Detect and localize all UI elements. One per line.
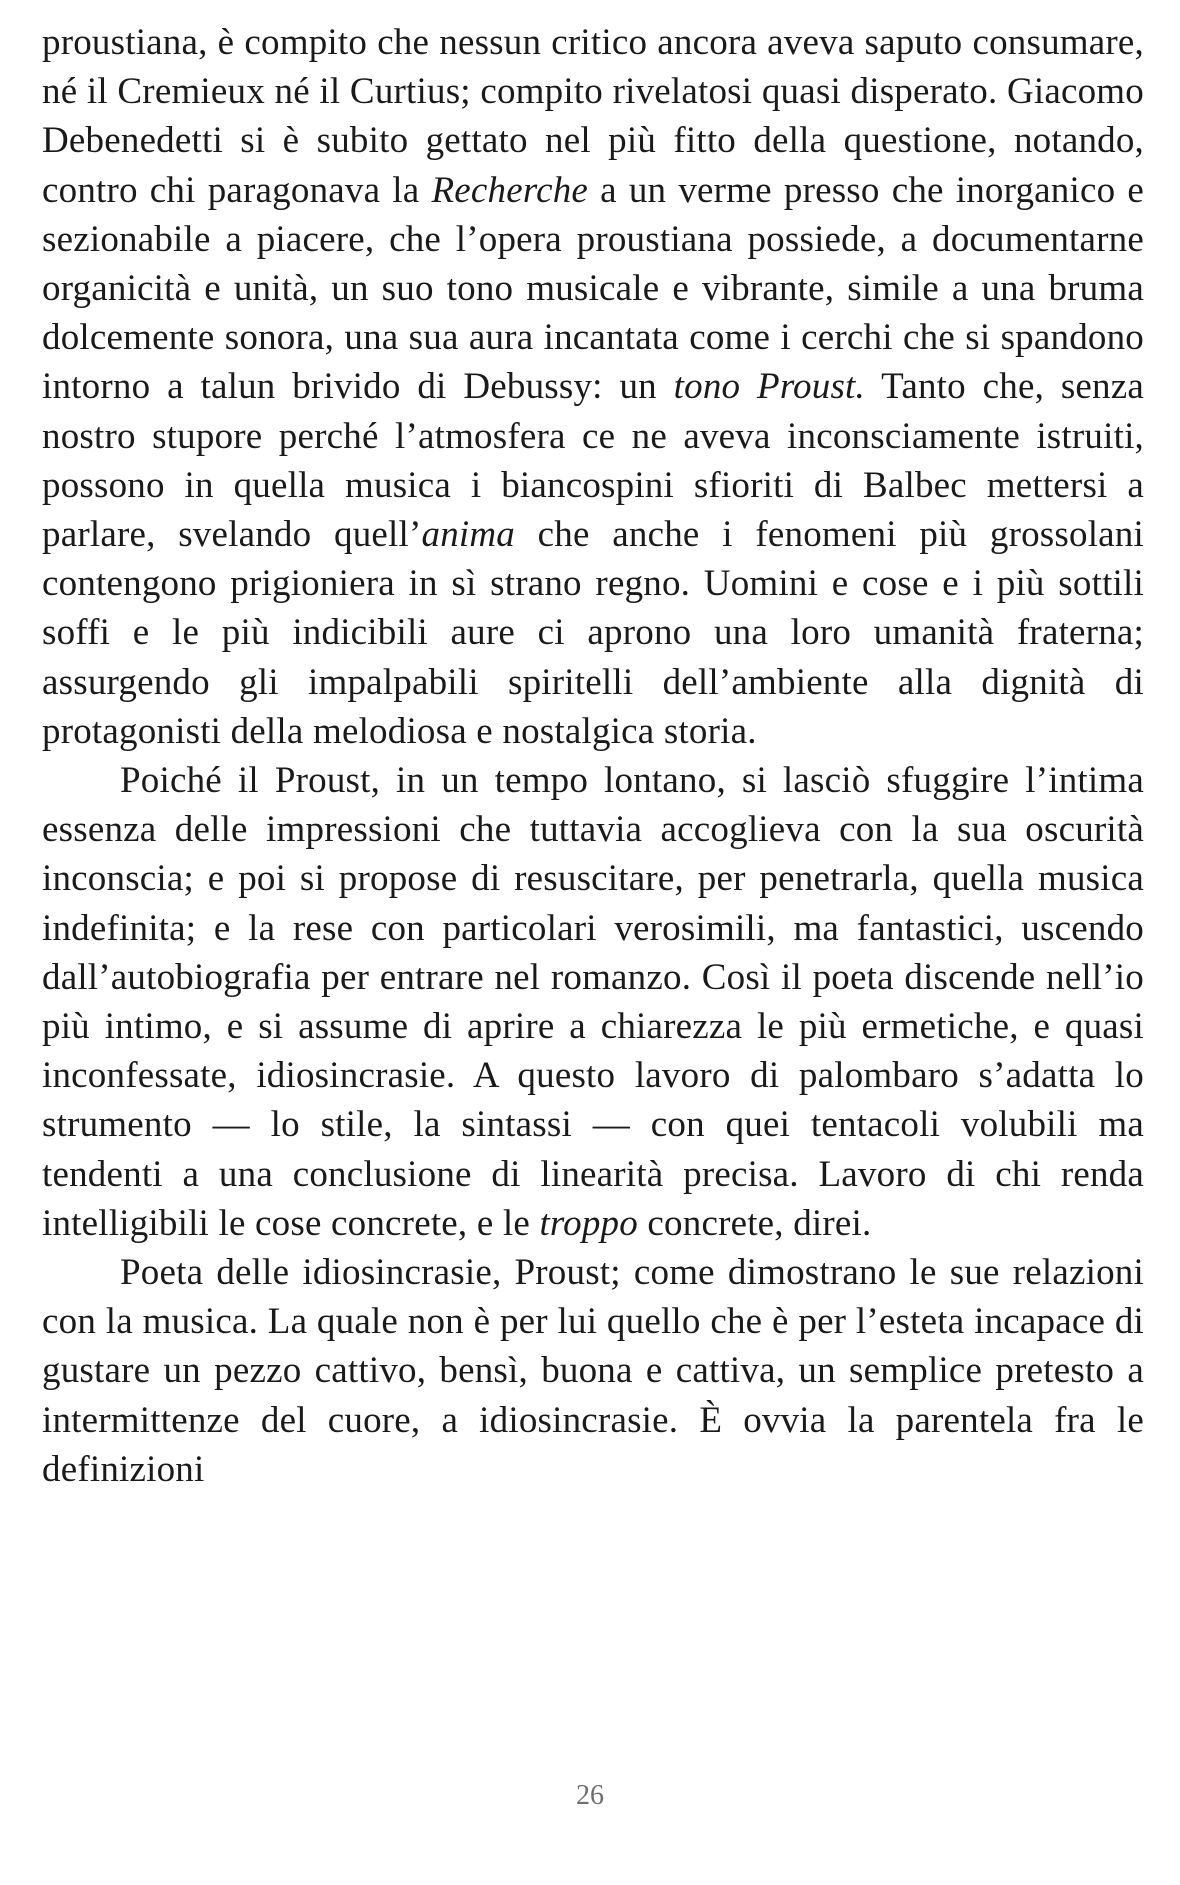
text-run: Tanto che, senza nostro stupore perché l’atmosfera ce ne aveva inconsciamente istruiti, possono in quella musica i biancospini sfioriti di Balbec mettersi a parlare, svelando quell’ (42, 366, 1145, 556)
italic-text: troppo (539, 1202, 638, 1244)
paragraph (42, 18, 1144, 756)
body-text (42, 18, 1144, 1494)
paragraph (42, 756, 1144, 1248)
text-run: Poiché il Proust, in un tempo lontano, si lasciò sfuggire l’intima essenza delle impressioni che tuttavia accoglieva con la sua oscurità inconscia; e poi si propose di resuscitare, per penetrarla, quella musica indefinita; e la rese con particolari verosimili, ma fantastici, uscendo dall’autobiografia per entrare nel romanzo. Così il poeta discende nell’io più intimo, e si assume di aprire a chiarezza le più ermetiche, e quasi inconfessate, idiosincrasie. A questo lavoro di palombaro s’adatta lo strumento — lo stile, la sintassi — con quei tentacoli volubili ma tendenti a una conclusione di linearità precisa. Lavoro di chi renda intelligibili le cose concrete, e le (42, 760, 1144, 1244)
text-run: concrete, direi. (637, 1202, 872, 1244)
italic-text: Recherche (431, 169, 589, 211)
italic-text: anima (421, 514, 515, 556)
text-run: a un verme presso che inorganico e sezionabile a piacere, che l’opera proustiana possiede, a documentarne organicità e unità, un suo tono musicale e vibrante, simile a una bruma dolcemente sonora, una sua aura incantata come i cerchi che si spandono intorno a talun brivido di Debussy: un (42, 169, 1144, 408)
paragraph (42, 1248, 1144, 1494)
text-run: Poeta delle idiosincrasie, Proust; come dimostrano le sue relazioni con la musica. La quale non è per lui quello che è per l’esteta incapace di gustare un pezzo cattivo, bensì, buona e cattiva, un semplice pretesto a intermittenze del cuore, a idiosincrasie. È ovvia la parentela fra le definizioni (42, 1252, 1144, 1490)
text-run: proustiana, è compito che nessun critico ancora aveva saputo consumare, né il Cremieux né il Curtius; compito rivelatosi quasi disperato. Giacomo Debenedetti si è subito gettato nel più fitto della questione, notando, contro chi paragonava la (42, 22, 1144, 211)
page-number: 26 (576, 1780, 604, 1811)
text-run: che anche i fenomeni più grossolani contengono prigioniera in sì strano regno. Uomini e cose e i più sottili soffi e le più indicibili aure ci aprono una loro umanità fraterna; assurgendo gli impalpabili spiritelli dell’ambiente alla dignità di protagonisti della melodiosa e nostalgica storia. (42, 514, 1144, 752)
italic-text: tono Proust. (673, 366, 865, 408)
